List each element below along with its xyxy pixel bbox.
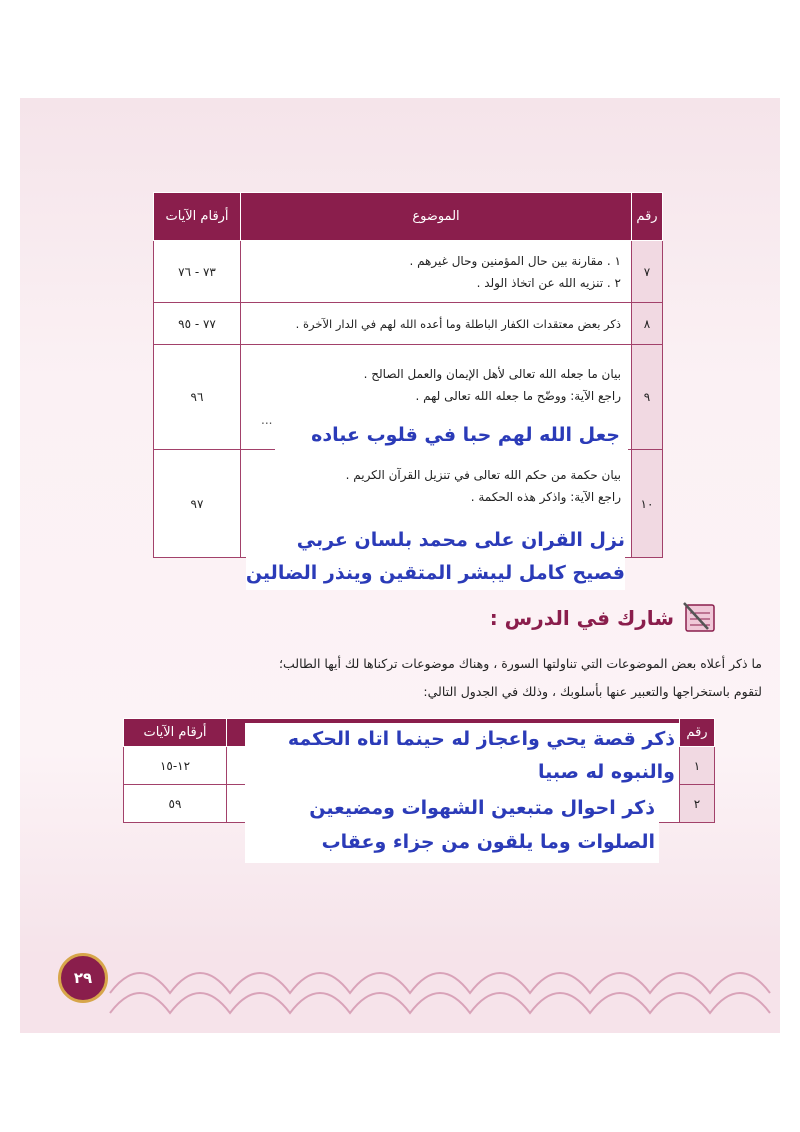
table-row: ٨ ذكر بعض معتقدات الكفار الباطلة وما أعده الله لهم في الدار الآخرة . ٧٧ - ٩٥ [154, 303, 663, 345]
ornament-band [20, 953, 780, 1033]
table-row: ٢ ٥٩ [124, 785, 715, 823]
section-title: شارك في الدرس : [489, 606, 674, 630]
table-row: ٧ ١ . مقارنة بين حال المؤمنين وحال غيرهم . ٢ . تنزيه الله عن اتخاذ الولد . ٧٣ - ٧٦ [154, 241, 663, 303]
col-ayat: أرقام الآيات [154, 193, 241, 241]
col-num: رقم [632, 193, 663, 241]
answer-exercise-2: ذكر احوال متبعين الشهوات ومضيعين الصلوات وما يلقون من جزاء وعقاب [245, 791, 659, 863]
notebook-pen-icon [680, 601, 720, 635]
topics-table [153, 192, 663, 558]
col-topic: الموضوع [241, 193, 632, 241]
table-row: ٩ بيان ما جعله الله تعالى لأهل الإيمان والعمل الصالح . راجع الآية: ووضّح ما جعله الله تعالى لهم . ... ٩٦ [154, 345, 663, 450]
section-header [490, 598, 720, 638]
intro-paragraph: ما ذكر أعلاه بعض الموضوعات التي تناولتها السورة ، وهناك موضوعات تركناها لك أيها الطالب؛ لتقوم باستخراجها والتعبير عنها بأسلوبك ، وذلك في الجدول التالي: [279, 656, 762, 699]
col-ayat: أرقام الآيات [124, 719, 227, 747]
page-number-badge: ٢٩ [58, 953, 108, 1003]
answer-row-9: جعل الله لهم حبا في قلوب عباده [275, 416, 628, 454]
answer-exercise-1: ذكر قصة يحي واعجاز له حينما اتاه الحكمه والنبوه له صبيا [245, 723, 679, 789]
table-row: ١ ١٢-١٥ [124, 747, 715, 785]
answer-row-10: نزل القران على محمد بلسان عربي فصيح كامل ليبشر المتقين وينذر الضالين [235, 524, 631, 594]
col-num: رقم [680, 719, 715, 747]
textbook-page [20, 98, 780, 1033]
table-row: ١٠ بيان حكمة من حكم الله تعالى في تنزيل القرآن الكريم . راجع الآية: واذكر هذه الحكمة . ٩٧ [154, 450, 663, 558]
